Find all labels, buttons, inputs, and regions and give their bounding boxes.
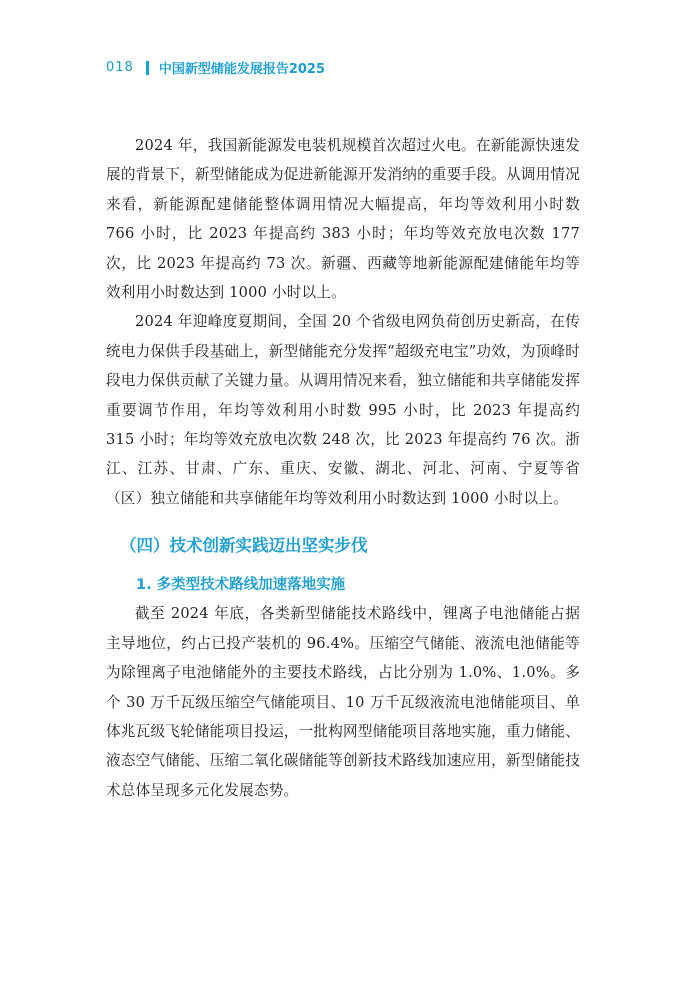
sub-heading: 1. 多类型技术路线加速落地实施 <box>136 577 346 594</box>
header-divider <box>146 61 149 75</box>
report-title: 中国新型储能发展报告2025 <box>158 62 326 77</box>
paragraph-2: 2024 年迎峰度夏期间，全国 20 个省级电网负荷创历史新高，在传统电力保供手段基础上，新型储能充分发挥“超级充电宝”功效，为顶峰时段电力保供贡献了关键力量。从调用情况来看，独立储能和共享储能发挥重要调节作用，年均等效利用小时数 995 小时，比 2023 年提高约 315 小时；年均等效充放电次数 248 次，比 2023 年提高约 76 次。浙江、江苏、甘肃、广东、重庆、安徽、湖北、河北、河南、宁夏等省（区）独立储能和共享储能年均等效利用小时数达到 1000 小时以上。 <box>106 313 580 507</box>
paragraph-1: 2024 年，我国新能源发电装机规模首次超过火电。在新能源快速发展的背景下，新型储能成为促进新能源开发消纳的重要手段。从调用情况来看，新能源配建储能整体调用情况大幅提高，年均等效利用小时数 766 小时，比 2023 年提高约 383 小时；年均等效充放电次数 177 次，比 2023 年提高约 73 次。新疆、西藏等地新能源配建储能年均等效利用小时数达到 1000 小时以上。 <box>106 137 580 302</box>
running-header <box>106 58 325 77</box>
paragraph-3: 截至 2024 年底，各类新型储能技术路线中，锂离子电池储能占据主导地位，约占已投产装机的 96.4%。压缩空气储能、液流电池储能等为除锂离子电池储能外的主要技术路线，占比分别为 1.0%、1.0%。多个 30 万千瓦级压缩空气储能项目、10 万千瓦级液流电池储能项目、单体兆瓦级飞轮储能项目投运，一批构网型储能项目落地实施，重力储能、液态空气储能、压缩二氧化碳储能等创新技术路线加速应用，新型储能技术总体呈现多元化发展态势。 <box>106 605 580 799</box>
page-body <box>106 131 580 805</box>
section-heading: （四）技术创新实践迈出坚实步伐 <box>120 536 368 556</box>
page-number: 018 <box>106 60 134 75</box>
